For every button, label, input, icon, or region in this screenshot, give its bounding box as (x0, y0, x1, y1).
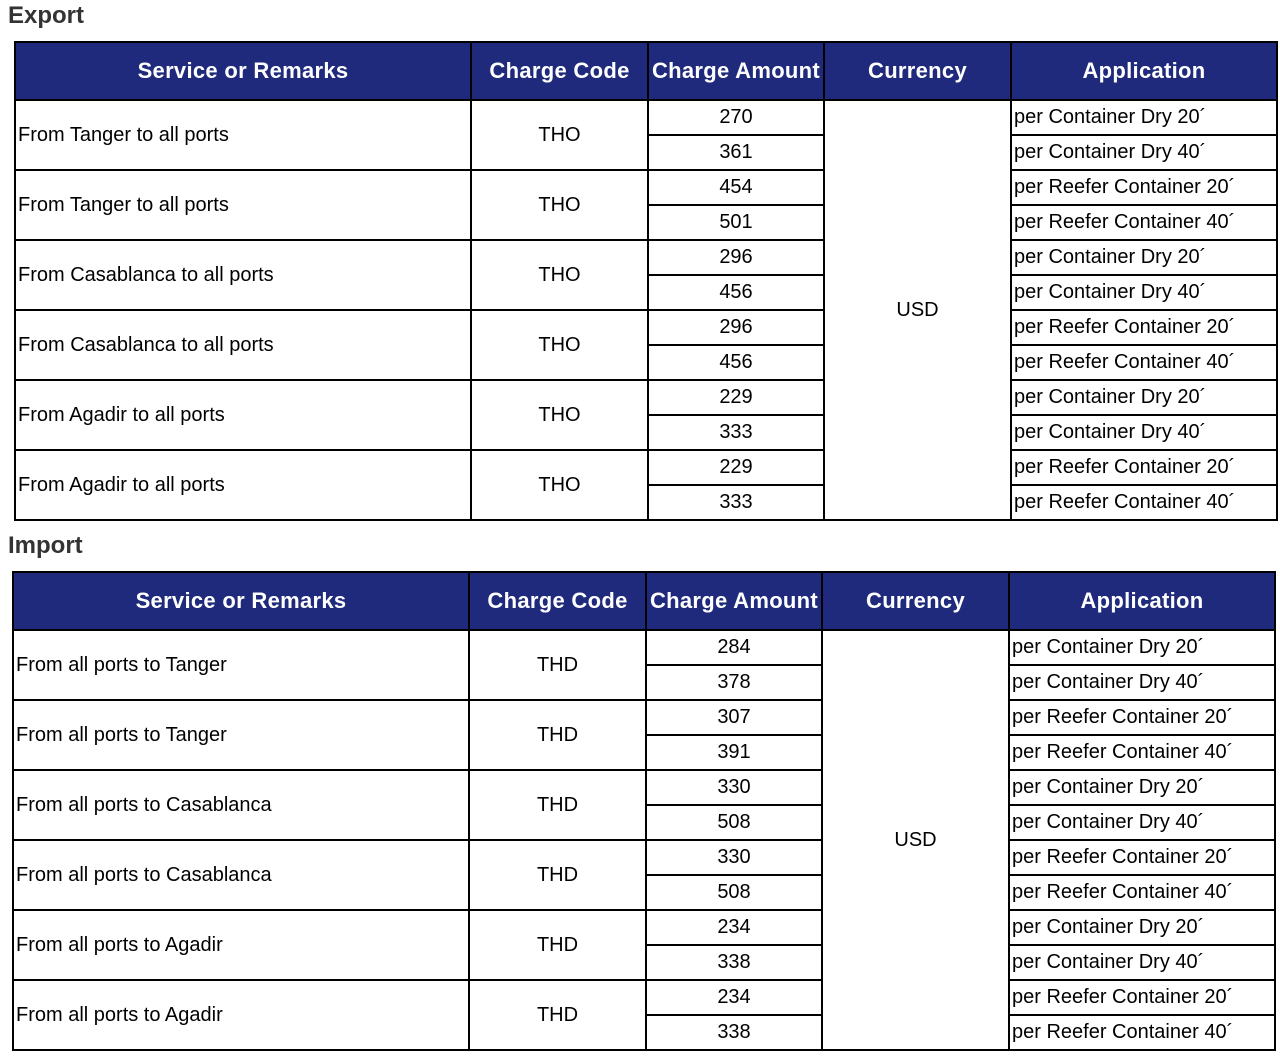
service-cell: From Tanger to all ports (15, 170, 471, 240)
application-cell: per Reefer Container 40´ (1011, 205, 1277, 240)
charge-code-cell: THD (469, 910, 646, 980)
application-cell: per Container Dry 20´ (1009, 770, 1275, 805)
service-cell: From all ports to Agadir (13, 910, 469, 980)
service-cell: From all ports to Tanger (13, 700, 469, 770)
import-section-title: Import (8, 532, 83, 559)
header-currency: Currency (824, 42, 1011, 100)
service-cell: From Casablanca to all ports (15, 240, 471, 310)
service-cell: From all ports to Agadir (13, 980, 469, 1050)
application-cell: per Container Dry 40´ (1011, 135, 1277, 170)
charge-code-cell: THD (469, 980, 646, 1050)
table-row (15, 380, 1277, 415)
charge-amount-cell: 456 (648, 345, 824, 380)
charge-amount-cell: 391 (646, 735, 822, 770)
charge-code-cell: THO (471, 310, 648, 380)
charge-amount-cell: 338 (646, 1015, 822, 1050)
service-cell: From Agadir to all ports (15, 450, 471, 520)
import-table (12, 571, 1276, 1051)
application-cell: per Reefer Container 40´ (1009, 735, 1275, 770)
header-application: Application (1009, 572, 1275, 630)
application-cell: per Container Dry 20´ (1011, 240, 1277, 275)
service-cell: From all ports to Tanger (13, 630, 469, 700)
service-cell: From Casablanca to all ports (15, 310, 471, 380)
header-service: Service or Remarks (15, 42, 471, 100)
table-row (13, 700, 1275, 735)
currency-cell: USD (824, 100, 1011, 520)
charge-amount-cell: 234 (646, 980, 822, 1015)
charge-code-cell: THD (469, 770, 646, 840)
export-table (14, 41, 1278, 521)
application-cell: per Reefer Container 40´ (1009, 1015, 1275, 1050)
charge-amount-cell: 333 (648, 485, 824, 520)
charge-amount-cell: 234 (646, 910, 822, 945)
charge-amount-cell: 333 (648, 415, 824, 450)
service-cell: From Tanger to all ports (15, 100, 471, 170)
application-cell: per Container Dry 20´ (1011, 100, 1277, 135)
table-row (13, 840, 1275, 875)
table-row (13, 770, 1275, 805)
charge-amount-cell: 456 (648, 275, 824, 310)
application-cell: per Reefer Container 20´ (1011, 170, 1277, 205)
service-cell: From all ports to Casablanca (13, 840, 469, 910)
table-row (15, 240, 1277, 275)
charge-code-cell: THD (469, 840, 646, 910)
table-row (13, 630, 1275, 665)
charge-code-cell: THO (471, 450, 648, 520)
charge-amount-cell: 330 (646, 770, 822, 805)
application-cell: per Reefer Container 40´ (1011, 345, 1277, 380)
charge-code-cell: THD (469, 700, 646, 770)
table-row (15, 100, 1277, 135)
charge-amount-cell: 508 (646, 875, 822, 910)
application-cell: per Container Dry 40´ (1009, 665, 1275, 700)
header-row (13, 572, 1275, 630)
charge-amount-cell: 361 (648, 135, 824, 170)
service-cell: From Agadir to all ports (15, 380, 471, 450)
currency-cell: USD (822, 630, 1009, 1050)
table-row (15, 170, 1277, 205)
charge-amount-cell: 501 (648, 205, 824, 240)
charge-code-cell: THO (471, 100, 648, 170)
table-row (15, 310, 1277, 345)
table-row (13, 910, 1275, 945)
export-section-title: Export (8, 2, 85, 29)
table-row (13, 980, 1275, 1015)
application-cell: per Reefer Container 40´ (1009, 875, 1275, 910)
header-charge-code: Charge Code (471, 42, 648, 100)
application-cell: per Reefer Container 20´ (1009, 840, 1275, 875)
charge-amount-cell: 229 (648, 380, 824, 415)
application-cell: per Container Dry 40´ (1011, 275, 1277, 310)
charge-amount-cell: 284 (646, 630, 822, 665)
charge-amount-cell: 508 (646, 805, 822, 840)
application-cell: per Reefer Container 40´ (1011, 485, 1277, 520)
header-currency: Currency (822, 572, 1009, 630)
application-cell: per Reefer Container 20´ (1009, 700, 1275, 735)
charge-amount-cell: 454 (648, 170, 824, 205)
application-cell: per Container Dry 20´ (1009, 630, 1275, 665)
application-cell: per Container Dry 20´ (1011, 380, 1277, 415)
header-charge-amount: Charge Amount (646, 572, 822, 630)
charge-code-cell: THO (471, 240, 648, 310)
charge-amount-cell: 270 (648, 100, 824, 135)
application-cell: per Reefer Container 20´ (1011, 310, 1277, 345)
header-row (15, 42, 1277, 100)
header-charge-code: Charge Code (469, 572, 646, 630)
application-cell: per Reefer Container 20´ (1011, 450, 1277, 485)
charge-code-cell: THO (471, 170, 648, 240)
application-cell: per Container Dry 40´ (1011, 415, 1277, 450)
application-cell: per Container Dry 40´ (1009, 945, 1275, 980)
application-cell: per Container Dry 40´ (1009, 805, 1275, 840)
charge-amount-cell: 296 (648, 310, 824, 345)
charge-amount-cell: 229 (648, 450, 824, 485)
application-cell: per Container Dry 20´ (1009, 910, 1275, 945)
application-cell: per Reefer Container 20´ (1009, 980, 1275, 1015)
charge-amount-cell: 338 (646, 945, 822, 980)
header-service: Service or Remarks (13, 572, 469, 630)
header-application: Application (1011, 42, 1277, 100)
charge-code-cell: THD (469, 630, 646, 700)
charge-amount-cell: 330 (646, 840, 822, 875)
charge-amount-cell: 296 (648, 240, 824, 275)
charge-amount-cell: 378 (646, 665, 822, 700)
charge-amount-cell: 307 (646, 700, 822, 735)
table-row (15, 450, 1277, 485)
service-cell: From all ports to Casablanca (13, 770, 469, 840)
charge-code-cell: THO (471, 380, 648, 450)
header-charge-amount: Charge Amount (648, 42, 824, 100)
